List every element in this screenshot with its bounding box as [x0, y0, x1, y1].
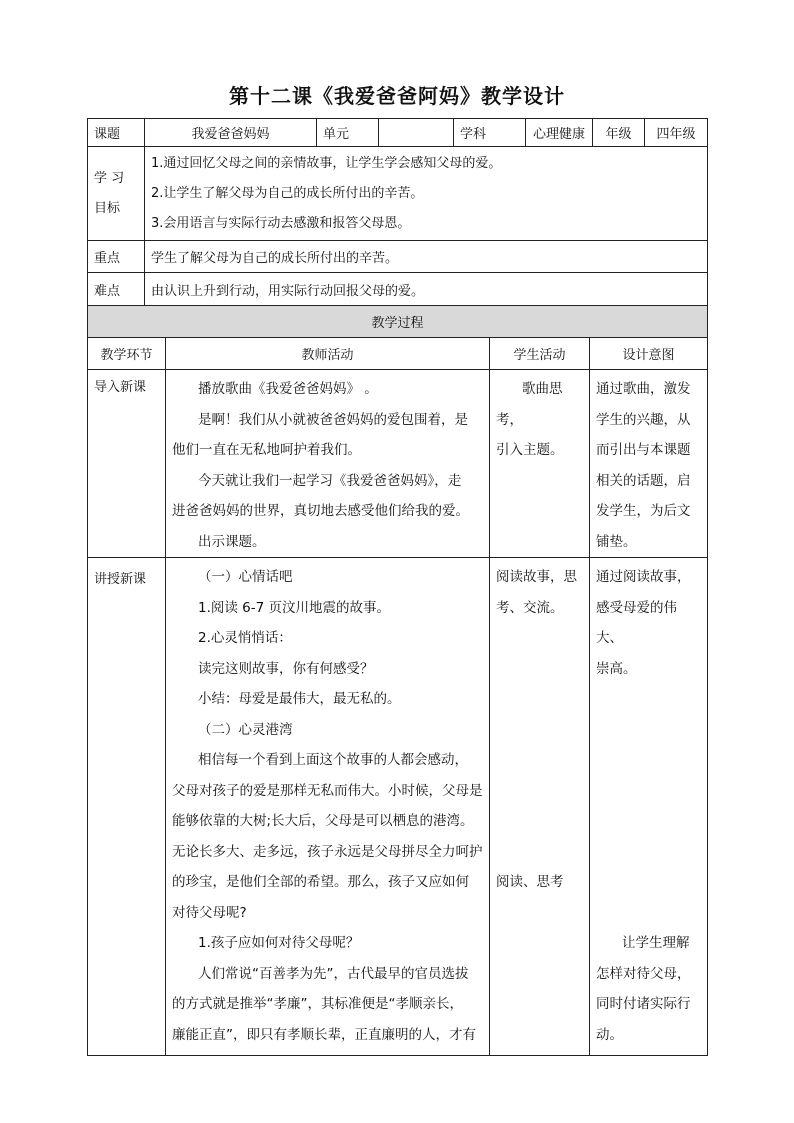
text-line: 发学生，为后文 — [596, 503, 691, 519]
goals-content — [145, 147, 708, 241]
stage-new: 讲授新课 — [88, 558, 166, 1056]
text-line: 读完这则故事，你有何感受？ — [198, 660, 374, 677]
new-teacher-activity — [166, 558, 490, 1056]
text-line: 学生的兴趣，从 — [596, 411, 691, 428]
text-line: 1.孩子应如何对待父母呢？ — [198, 935, 360, 951]
text-line: 父母对孩子的爱是那样无私而伟大。小时候，父母是 — [172, 782, 483, 799]
text-line: 怎样对待父母， — [596, 965, 691, 982]
text-line: 阅读故事，思 — [496, 569, 577, 585]
text-line: 能够依靠的大树;长大后，父母是可以栖息的港湾。 — [172, 813, 474, 829]
process-heading: 教学过程 — [88, 306, 708, 338]
text-line: 引入主题。 — [496, 442, 564, 458]
goal-item: 1.通过回忆父母之间的亲情故事，让学生学会感知父母的爱。 — [151, 155, 502, 171]
text-line: 出示课题。 — [198, 533, 266, 550]
text-line: 是啊！我们从小就被爸爸妈妈的爱包围着，是 — [198, 411, 468, 428]
intro-teacher-activity — [166, 370, 490, 558]
col-header-student: 学生活动 — [490, 338, 590, 370]
text-line: 崇高。 — [596, 660, 637, 677]
col-header-intent: 设计意图 — [590, 338, 708, 370]
topic-value: 我爱爸爸妈妈 — [145, 119, 317, 147]
key-point-text: 学生了解父母为自己的成长所付出的辛苦。 — [145, 241, 708, 273]
text-line: 进爸爸妈妈的世界，真切地去感受他们给我的爱。 — [172, 503, 469, 519]
document-title: 第十二课《我爱爸爸阿妈》教学设计 — [229, 84, 565, 108]
goal-item: 3.会用语言与实际行动去感激和报答父母恩。 — [151, 215, 411, 231]
text-line: 1.阅读 6-7 页汶川地震的故事。 — [198, 599, 391, 616]
goals-label — [88, 147, 145, 241]
text-line: 人们常说“百善孝为先”，古代最早的官员选拔 — [198, 965, 469, 982]
text-line: 的珍宝，是他们全部的希望。那么，孩子又应如何 — [172, 874, 469, 890]
text-line: 2.心灵悄悄话： — [198, 630, 292, 646]
new-student-activity — [490, 558, 590, 1056]
subject-label: 学科 — [454, 119, 526, 147]
unit-value — [379, 119, 454, 147]
text-line: 小结：母爱是最伟大，最无私的。 — [198, 691, 401, 707]
text-line: 廉能正直”，即只有孝顺长辈，正直廉明的人，才有 — [172, 1026, 476, 1043]
intro-student-activity — [490, 370, 590, 558]
text-line: 今天就让我们一起学习《我爱爸爸妈妈》，走 — [198, 472, 462, 489]
text-line: 无论长多大、走多远，孩子永远是父母拼尽全力呵护 — [172, 843, 483, 860]
grade-label: 年级 — [593, 119, 645, 147]
text-line: （一）心情话吧 — [198, 569, 293, 585]
text-line: 的方式就是推举“孝廉”，其标准便是“孝顺亲长， — [172, 996, 463, 1012]
text-line: 歌曲思考， — [496, 381, 563, 428]
difficulty-label: 难点 — [88, 273, 145, 306]
grade-value: 四年级 — [645, 119, 708, 147]
text-line: 同时付诸实际行 — [596, 996, 691, 1012]
text-line: 感受母爱的伟大、 — [596, 599, 677, 646]
topic-label: 课题 — [88, 119, 145, 147]
text-line: 对待父母呢? — [172, 904, 247, 921]
col-header-stage: 教学环节 — [88, 338, 166, 370]
key-point-label: 重点 — [88, 241, 145, 273]
goal-item: 2.让学生了解父母为自己的成长所付出的辛苦。 — [151, 185, 424, 201]
text-line: 相关的话题，启 — [596, 472, 691, 489]
teaching-process-table — [87, 305, 708, 1056]
unit-label: 单元 — [317, 119, 379, 147]
stage-intro: 导入新课 — [88, 370, 166, 558]
difficulty-text: 由认识上升到行动，用实际行动回报父母的爱。 — [145, 273, 708, 306]
goals-label-line2: 目标 — [94, 200, 121, 216]
text-line: 让学生理解 — [622, 935, 690, 951]
text-line: （二）心灵港湾 — [198, 721, 293, 738]
text-line: 铺垫。 — [596, 533, 637, 550]
lesson-info-table — [87, 118, 708, 306]
text-line: 他们一直在无私地呵护着我们。 — [172, 442, 361, 458]
goals-label-line1: 学 习 — [94, 170, 125, 186]
text-line: 考、交流。 — [496, 599, 564, 616]
text-line: 动。 — [596, 1026, 623, 1043]
subject-value: 心理健康 — [526, 119, 593, 147]
intro-design-intent — [590, 370, 708, 558]
text-line: 通过阅读故事， — [596, 569, 691, 585]
text-line: 而引出与本课题 — [596, 442, 691, 458]
text-line: 通过歌曲，激发 — [596, 381, 691, 397]
text-line: 阅读、思考 — [496, 874, 564, 890]
text-line: 相信每一个看到上面这个故事的人都会感动， — [198, 752, 468, 768]
col-header-teacher: 教师活动 — [166, 338, 490, 370]
text-line: 播放歌曲《我爱爸爸妈妈》 。 — [198, 381, 378, 397]
new-design-intent — [590, 558, 708, 1056]
